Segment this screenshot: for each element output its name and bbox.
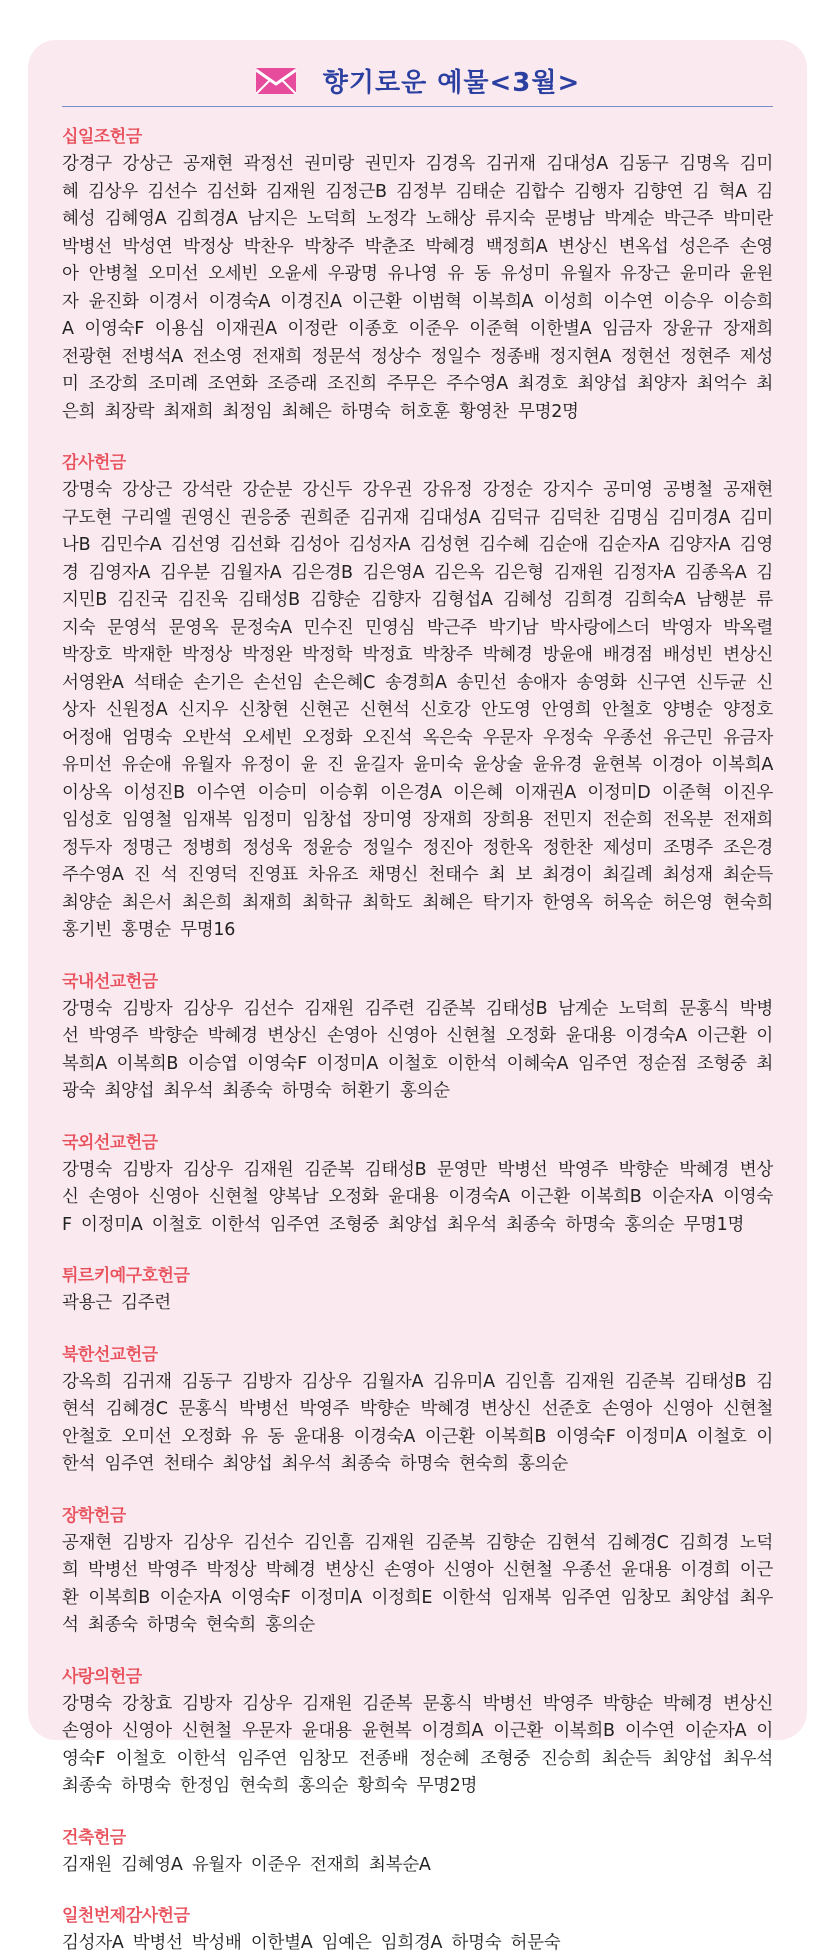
section-title: 북한선교헌금 (62, 1344, 158, 1365)
envelope-icon (255, 67, 297, 95)
section-scholarship (62, 1501, 773, 1640)
section-domestic-mission (62, 967, 773, 1106)
donor-names: 공재현 김방자 김상우 김선수 김인흠 김재원 김준복 김향순 김현석 김혜경C 김희경 노덕희 박병선 박영주 박정상 박혜경 변상신 손영아 신영아 신현철 우종선 윤대용 이경희 이근환 이복희B 이순자A 이영숙F 이정미A 이정희E 이한석 임재복 임주연 임창모 최양섭 최우석 최종숙 하명숙 현숙희 홍의순 (62, 1532, 773, 1635)
section-title: 국외선교헌금 (62, 1132, 158, 1153)
donor-names: 김성자A 박병선 박성배 이한별A 임예은 임희경A 하명숙 허문숙 (62, 1933, 561, 1953)
section-tithe (62, 122, 773, 426)
donor-names: 강경구 강상근 공재현 곽정선 권미랑 권민자 김경옥 김귀재 김대성A 김동구 김명옥 김미혜 김상우 김선수 김선화 김재원 김정근B 김정부 김태순 김합수 김행자 김향연 김 혁A 김혜성 김혜영A 김희경A 남지은 노덕희 노정각 노해상 류지숙 문병남 박계순 박근주 박미란 박병선 박성연 박정상 박찬우 박창주 박춘조 박혜경 백정희A 변상신 변옥섭 성은주 손영아 안병철 오미선 오세빈 오윤세 우광명 유나영 유 동 유성미 유월자 유장근 윤미라 윤원자 윤진화 이경서 이경숙A 이경진A 이근환 이범혁 이복희A 이성희 이수연 이승우 이승희A 이영숙F 이용심 이재권A 이정란 이종호 이준우 이준혁 이한별A 임금자 장윤규 장재희 전광현 전병석A 전소영 전재희 정문석 정상수 정일수 정종배 정지현A 정현선 정현주 제성미 조강희 조미례 조연화 조증래 조진희 주무은 주수영A 최경호 최양섭 최양자 최억수 최은희 최장락 최재희 최정임 최혜은 하명숙 허호훈 황영찬 무명2명 (62, 154, 773, 422)
section-title: 장학헌금 (62, 1505, 126, 1526)
section-title: 일천번제감사헌금 (62, 1906, 190, 1926)
section-title: 건축헌금 (62, 1827, 126, 1848)
section-north-korea-mission (62, 1340, 773, 1479)
section-building (62, 1823, 773, 1880)
donor-names: 강명숙 김방자 김상우 김선수 김재원 김주련 김준복 김태성B 남계순 노덕희 문홍식 박병선 박영주 박향순 박혜경 변상신 손영아 신영아 신현철 오정화 윤대용 이경숙A 이근환 이복희A 이복희B 이승엽 이영숙F 이정미A 이철호 이한석 이혜숙A 임주연 정순점 조형중 최광숙 최양섭 최우석 최종숙 하명숙 허환기 홍의순 (62, 998, 773, 1101)
section-turkiye-relief (62, 1261, 773, 1318)
section-thousand-offering (62, 1901, 773, 1958)
donor-names: 김재원 김혜영A 유월자 이준우 전재희 최복순A (62, 1854, 431, 1875)
section-title: 십일조헌금 (62, 127, 142, 147)
donor-names: 강옥희 김귀재 김동구 김방자 김상우 김월자A 김유미A 김인흠 김재원 김준복 김태성B 김현석 김혜경C 문홍식 박병선 박영주 박향순 박혜경 변상신 선준호 손영아 신영아 신현철 안철호 오미선 오정화 유 동 윤대용 이경숙A 이근환 이복희B 이영숙F 이정미A 이철호 이한석 임주연 천태수 최양섭 최우석 최종숙 하명숙 현숙희 홍의순 (62, 1371, 773, 1474)
donor-names: 강명숙 강상근 강석란 강순분 강신두 강우권 강유정 강정순 강지수 공미영 공병철 공재현 구도현 구리엘 권영신 권응중 권희준 김귀재 김대성A 김덕규 김덕찬 김명심 김미경A 김미나B 김민수A 김선영 김선화 김성아 김성자A 김성현 김수혜 김순애 김순자A 김양자A 김영경 김영자A 김우분 김월자A 김은경B 김은영A 김은옥 김은형 김재원 김정자A 김종옥A 김지민B 김진국 김진욱 김태성B 김향순 김향자 김형섭A 김혜성 김희경 김희숙A 남행분 류지숙 문영석 문영옥 문정숙A 민수진 민영심 박근주 박기남 박사랑에스더 박영자 박옥렬 박장호 박재한 박정상 박정완 박정학 박정효 박창주 박혜경 방윤애 배경점 배성빈 변상신 서영완A 석태순 손기은 손선임 손은혜C 송경희A 송민선 송애자 송영화 신구연 신두균 신상자 신원정A 신지우 신창현 신현곤 신현석 신호강 안도영 안영희 안철호 양병순 양정호 어정애 엄명숙 오반석 오세빈 오정화 오진석 옥은숙 우문자 우정숙 우종선 유근민 유금자 유미선 유순애 유월자 유정이 윤 진 윤길자 윤미숙 윤상술 윤유경 윤현복 이경아 이복희A 이상옥 이성진B 이수연 이승미 이승휘 이은경A 이은혜 이재권A 이정미D 이준혁 이진우 임성호 임영철 임재복 임정미 임창섭 장미영 장재희 장희용 전민지 전순희 전옥분 전재희 정두자 정명근 정병희 정성욱 정윤승 정일수 정진아 정한옥 정한찬 제성미 조명주 조은경 주수영A 진 석 진영덕 진영표 차유조 채명신 천태수 최 보 최경이 최길례 최성재 최순득 최양순 최은서 최은희 최재희 최학규 최학도 최혜은 탁기자 한영옥 허옥순 허은영 현숙희 홍기빈 홍명순 무명16 (62, 480, 773, 940)
section-thanksgiving (62, 448, 773, 945)
section-title: 감사헌금 (62, 453, 126, 473)
section-title: 사랑의헌금 (62, 1666, 142, 1687)
title-divider (62, 106, 773, 107)
section-overseas-mission (62, 1128, 773, 1240)
section-title: 국내선교헌금 (62, 971, 158, 992)
donor-names: 강명숙 강창효 김방자 김상우 김재원 김준복 문홍식 박병선 박영주 박향순 박혜경 변상신 손영아 신영아 신현철 우문자 윤대용 윤현복 이경희A 이근환 이복희B 이수연 이순자A 이영숙F 이철호 이한석 임주연 임창모 전종배 정순혜 조형중 진승희 최순득 최양섭 최우석 최종숙 하명숙 한정임 현숙희 홍의순 황희숙 무명2명 (62, 1693, 773, 1796)
title-row (62, 62, 773, 99)
offering-card (28, 40, 807, 1953)
header (62, 54, 773, 108)
donor-names: 곽용근 김주련 (62, 1293, 171, 1313)
section-love (62, 1662, 773, 1801)
section-list (62, 122, 773, 1958)
donor-names: 강명숙 김방자 김상우 김재원 김준복 김태성B 문영만 박병선 박영주 박향순 박혜경 변상신 손영아 신영아 신현철 양복남 오정화 윤대용 이경숙A 이근환 이복희B 이순자A 이영숙F 이정미A 이철호 이한석 임주연 조형중 최양섭 최우석 최종숙 하명숙 홍의순 무명1명 (62, 1159, 773, 1235)
section-title: 튀르키예구호헌금 (62, 1266, 190, 1286)
page-title: 향기로운 예물<3월> (322, 68, 581, 98)
